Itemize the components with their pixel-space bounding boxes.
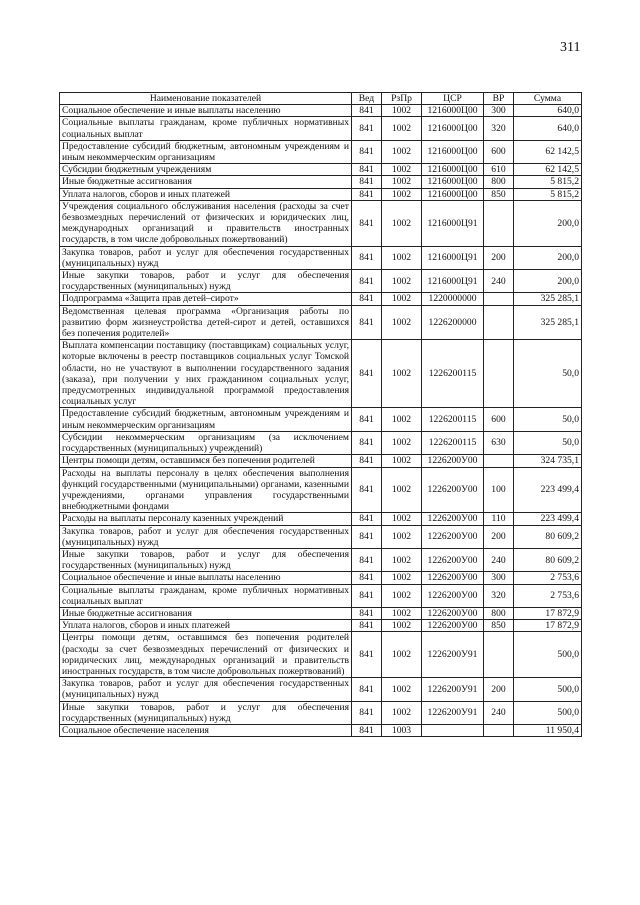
cell-sum: 5 815,2 (514, 188, 582, 200)
cell-ved: 841 (352, 678, 382, 701)
cell-sum: 5 815,2 (514, 176, 582, 188)
table-row (60, 164, 582, 176)
cell-vr: 610 (484, 164, 514, 176)
cell-sum: 2 753,6 (514, 572, 582, 584)
cell-vr: 630 (484, 431, 514, 454)
cell-sum: 640,0 (514, 105, 582, 117)
table-row (60, 525, 582, 548)
cell-sum: 62 142,5 (514, 164, 582, 176)
cell-csr: 1216000Ц00 (422, 105, 484, 117)
cell-ved: 841 (352, 513, 382, 525)
table-row (60, 140, 582, 163)
cell-vr: 240 (484, 270, 514, 293)
cell-rzpr: 1002 (382, 678, 422, 701)
table-row (60, 293, 582, 305)
cell-ved: 841 (352, 246, 382, 269)
cell-vr (484, 455, 514, 467)
cell-csr: 1226200000 (422, 305, 484, 340)
header-csr: ЦСР (422, 93, 484, 105)
cell-vr: 240 (484, 548, 514, 571)
cell-name: Уплата налогов, сборов и иных платежей (60, 188, 352, 200)
cell-vr: 200 (484, 678, 514, 701)
cell-rzpr: 1002 (382, 548, 422, 571)
cell-vr (484, 632, 514, 678)
cell-rzpr: 1002 (382, 188, 422, 200)
cell-ved: 841 (352, 632, 382, 678)
cell-sum: 640,0 (514, 117, 582, 140)
cell-ved: 841 (352, 607, 382, 619)
cell-csr: 1226200У00 (422, 467, 484, 513)
cell-name: Подпрограмма «Защита прав детей–сирот» (60, 293, 352, 305)
cell-ved: 841 (352, 701, 382, 724)
cell-name: Выплата компенсации поставщику (поставщикам) социальных услуг, которые включены в реестр поставщиков социальных услуг Томской области, но не участвуют в выполнении государственного задания (заказа), при получении у них гражданином социальных услуг, предусмотренных индивидуальной программой предоставления социальных услуг (60, 340, 352, 408)
cell-csr: 1226200115 (422, 408, 484, 431)
cell-name: Ведомственная целевая программа «Организация работы по развитию форм жизнеустройства детей-сирот и детей, оставшихся без попечения родителей» (60, 305, 352, 340)
cell-rzpr: 1002 (382, 340, 422, 408)
cell-vr (484, 305, 514, 340)
cell-csr: 1226200У00 (422, 548, 484, 571)
cell-csr: 1216000Ц91 (422, 270, 484, 293)
cell-rzpr: 1002 (382, 176, 422, 188)
cell-vr: 320 (484, 117, 514, 140)
header-sum: Сумма (514, 93, 582, 105)
table-body (60, 105, 582, 737)
cell-ved: 841 (352, 340, 382, 408)
table-row (60, 724, 582, 736)
cell-csr: 1216000Ц00 (422, 176, 484, 188)
table-row (60, 678, 582, 701)
header-ved: Вед (352, 93, 382, 105)
cell-rzpr: 1002 (382, 293, 422, 305)
cell-ved: 841 (352, 431, 382, 454)
cell-vr: 600 (484, 140, 514, 163)
cell-sum: 200,0 (514, 270, 582, 293)
cell-csr: 1226200У00 (422, 525, 484, 548)
cell-csr: 1226200115 (422, 431, 484, 454)
cell-csr: 1226200У00 (422, 584, 484, 607)
header-name: Наименование показателей (60, 93, 352, 105)
cell-name: Закупка товаров, работ и услуг для обеспечения государственных (муниципальных) нужд (60, 678, 352, 701)
cell-name: Субсидии бюджетным учреждениям (60, 164, 352, 176)
table-row (60, 632, 582, 678)
cell-vr (484, 724, 514, 736)
cell-vr: 300 (484, 105, 514, 117)
cell-rzpr: 1002 (382, 513, 422, 525)
cell-sum: 2 753,6 (514, 584, 582, 607)
cell-sum: 200,0 (514, 200, 582, 246)
cell-csr: 1226200У00 (422, 572, 484, 584)
cell-ved: 841 (352, 467, 382, 513)
cell-rzpr: 1002 (382, 607, 422, 619)
cell-name: Закупка товаров, работ и услуг для обеспечения государственных (муниципальных) нужд (60, 525, 352, 548)
cell-rzpr: 1002 (382, 246, 422, 269)
cell-name: Уплата налогов, сборов и иных платежей (60, 620, 352, 632)
cell-ved: 841 (352, 455, 382, 467)
cell-vr: 600 (484, 408, 514, 431)
cell-sum: 50,0 (514, 431, 582, 454)
cell-rzpr: 1002 (382, 105, 422, 117)
table-row (60, 246, 582, 269)
table-row (60, 620, 582, 632)
cell-ved: 841 (352, 572, 382, 584)
cell-vr: 320 (484, 584, 514, 607)
cell-rzpr: 1002 (382, 140, 422, 163)
table-row (60, 548, 582, 571)
cell-name: Центры помощи детям, оставшимся без попечения родителей (60, 455, 352, 467)
cell-rzpr: 1002 (382, 164, 422, 176)
cell-rzpr: 1002 (382, 701, 422, 724)
header-rzpr: РзПр (382, 93, 422, 105)
cell-rzpr: 1002 (382, 200, 422, 246)
cell-ved: 841 (352, 293, 382, 305)
cell-csr: 1226200У91 (422, 701, 484, 724)
cell-csr: 1226200У00 (422, 620, 484, 632)
cell-csr: 1226200У00 (422, 513, 484, 525)
cell-sum: 200,0 (514, 246, 582, 269)
cell-rzpr: 1002 (382, 431, 422, 454)
cell-sum: 80 609,2 (514, 525, 582, 548)
cell-rzpr: 1002 (382, 408, 422, 431)
cell-ved: 841 (352, 584, 382, 607)
cell-ved: 841 (352, 525, 382, 548)
table-row (60, 467, 582, 513)
cell-vr: 200 (484, 246, 514, 269)
cell-csr: 1226200У00 (422, 607, 484, 619)
cell-name: Расходы на выплаты персоналу в целях обеспечения выполнения функций государственными (муниципальными) органами, казенными учреждениями, органами управления государственными внебюджетными фондами (60, 467, 352, 513)
cell-rzpr: 1002 (382, 572, 422, 584)
cell-rzpr: 1002 (382, 620, 422, 632)
cell-name: Иные закупки товаров, работ и услуг для обеспечения государственных (муниципальных) нужд (60, 701, 352, 724)
cell-sum: 50,0 (514, 340, 582, 408)
cell-csr: 1216000Ц00 (422, 117, 484, 140)
cell-name: Предоставление субсидий бюджетным, автономным учреждениям и иным некоммерческим организациям (60, 140, 352, 163)
cell-ved: 841 (352, 270, 382, 293)
cell-sum: 50,0 (514, 408, 582, 431)
cell-csr: 1220000000 (422, 293, 484, 305)
cell-ved: 841 (352, 305, 382, 340)
cell-vr: 300 (484, 572, 514, 584)
cell-csr (422, 724, 484, 736)
cell-vr: 800 (484, 607, 514, 619)
table-row (60, 701, 582, 724)
table-row (60, 270, 582, 293)
cell-csr: 1216000Ц00 (422, 140, 484, 163)
cell-vr (484, 340, 514, 408)
table-row (60, 340, 582, 408)
table-row (60, 105, 582, 117)
cell-csr: 1216000Ц91 (422, 246, 484, 269)
cell-name: Социальное обеспечение населения (60, 724, 352, 736)
cell-ved: 841 (352, 620, 382, 632)
cell-rzpr: 1002 (382, 467, 422, 513)
cell-sum: 500,0 (514, 701, 582, 724)
table-row (60, 572, 582, 584)
cell-name: Учреждения социального обслуживания населения (расходы за счет безвозмездных перечислений от физических и юридических лиц, международных организаций и правительств иностранных государств, в том числе добровольных пожертвований) (60, 200, 352, 246)
cell-name: Иные закупки товаров, работ и услуг для обеспечения государственных (муниципальных) нужд (60, 548, 352, 571)
cell-vr: 240 (484, 701, 514, 724)
cell-name: Социальные выплаты гражданам, кроме публичных нормативных социальных выплат (60, 584, 352, 607)
cell-sum: 17 872,9 (514, 607, 582, 619)
cell-name: Расходы на выплаты персоналу казенных учреждений (60, 513, 352, 525)
cell-rzpr: 1002 (382, 117, 422, 140)
cell-name: Иные бюджетные ассигнования (60, 607, 352, 619)
table-row (60, 513, 582, 525)
cell-vr: 850 (484, 188, 514, 200)
table-header (60, 93, 582, 105)
table-row (60, 188, 582, 200)
cell-vr (484, 293, 514, 305)
cell-sum: 325 285,1 (514, 305, 582, 340)
header-vr: ВР (484, 93, 514, 105)
cell-rzpr: 1002 (382, 525, 422, 548)
cell-ved: 841 (352, 176, 382, 188)
cell-sum: 223 499,4 (514, 513, 582, 525)
cell-sum: 11 950,4 (514, 724, 582, 736)
table-row (60, 408, 582, 431)
cell-rzpr: 1002 (382, 305, 422, 340)
budget-table (59, 92, 582, 737)
table-row (60, 176, 582, 188)
table-row (60, 117, 582, 140)
cell-name: Закупка товаров, работ и услуг для обеспечения государственных (муниципальных) нужд (60, 246, 352, 269)
cell-ved: 841 (352, 105, 382, 117)
cell-name: Социальные выплаты гражданам, кроме публичных нормативных социальных выплат (60, 117, 352, 140)
table-header-row (60, 93, 582, 105)
cell-name: Центры помощи детям, оставшимся без попечения родителей (расходы за счет безвозмездных перечислений от физических и юридических лиц, международных организаций и правительств иностранных государств, в том числе добровольных пожертвований) (60, 632, 352, 678)
cell-sum: 324 735,1 (514, 455, 582, 467)
cell-csr: 1216000Ц00 (422, 188, 484, 200)
cell-ved: 841 (352, 140, 382, 163)
cell-vr: 100 (484, 467, 514, 513)
cell-sum: 500,0 (514, 678, 582, 701)
cell-name: Субсидии некоммерческим организациям (за исключением государственных (муниципальных) учреждений) (60, 431, 352, 454)
table-row (60, 607, 582, 619)
cell-name: Социальное обеспечение и иные выплаты населению (60, 105, 352, 117)
table-row (60, 200, 582, 246)
cell-rzpr: 1003 (382, 724, 422, 736)
cell-sum: 80 609,2 (514, 548, 582, 571)
cell-ved: 841 (352, 200, 382, 246)
cell-csr: 1226200115 (422, 340, 484, 408)
cell-ved: 841 (352, 188, 382, 200)
cell-sum: 62 142,5 (514, 140, 582, 163)
cell-ved: 841 (352, 117, 382, 140)
cell-rzpr: 1002 (382, 584, 422, 607)
table-row (60, 455, 582, 467)
table-row (60, 305, 582, 340)
cell-name: Социальное обеспечение и иные выплаты населению (60, 572, 352, 584)
cell-csr: 1226200У91 (422, 632, 484, 678)
cell-vr: 850 (484, 620, 514, 632)
cell-vr (484, 200, 514, 246)
cell-sum: 223 499,4 (514, 467, 582, 513)
table-row (60, 584, 582, 607)
cell-csr: 1216000Ц00 (422, 164, 484, 176)
cell-sum: 500,0 (514, 632, 582, 678)
cell-vr: 800 (484, 176, 514, 188)
cell-ved: 841 (352, 164, 382, 176)
cell-vr: 110 (484, 513, 514, 525)
table-row (60, 431, 582, 454)
cell-rzpr: 1002 (382, 455, 422, 467)
cell-name: Предоставление субсидий бюджетным, автономным учреждениям и иным некоммерческим организациям (60, 408, 352, 431)
cell-rzpr: 1002 (382, 632, 422, 678)
cell-name: Иные бюджетные ассигнования (60, 176, 352, 188)
cell-vr: 200 (484, 525, 514, 548)
cell-csr: 1226200У91 (422, 678, 484, 701)
cell-ved: 841 (352, 548, 382, 571)
cell-ved: 841 (352, 724, 382, 736)
cell-ved: 841 (352, 408, 382, 431)
cell-name: Иные закупки товаров, работ и услуг для обеспечения государственных (муниципальных) нужд (60, 270, 352, 293)
page-number: 311 (560, 40, 581, 55)
cell-sum: 17 872,9 (514, 620, 582, 632)
cell-csr: 1216000Ц91 (422, 200, 484, 246)
cell-csr: 1226200У00 (422, 455, 484, 467)
cell-rzpr: 1002 (382, 270, 422, 293)
cell-sum: 325 285,1 (514, 293, 582, 305)
